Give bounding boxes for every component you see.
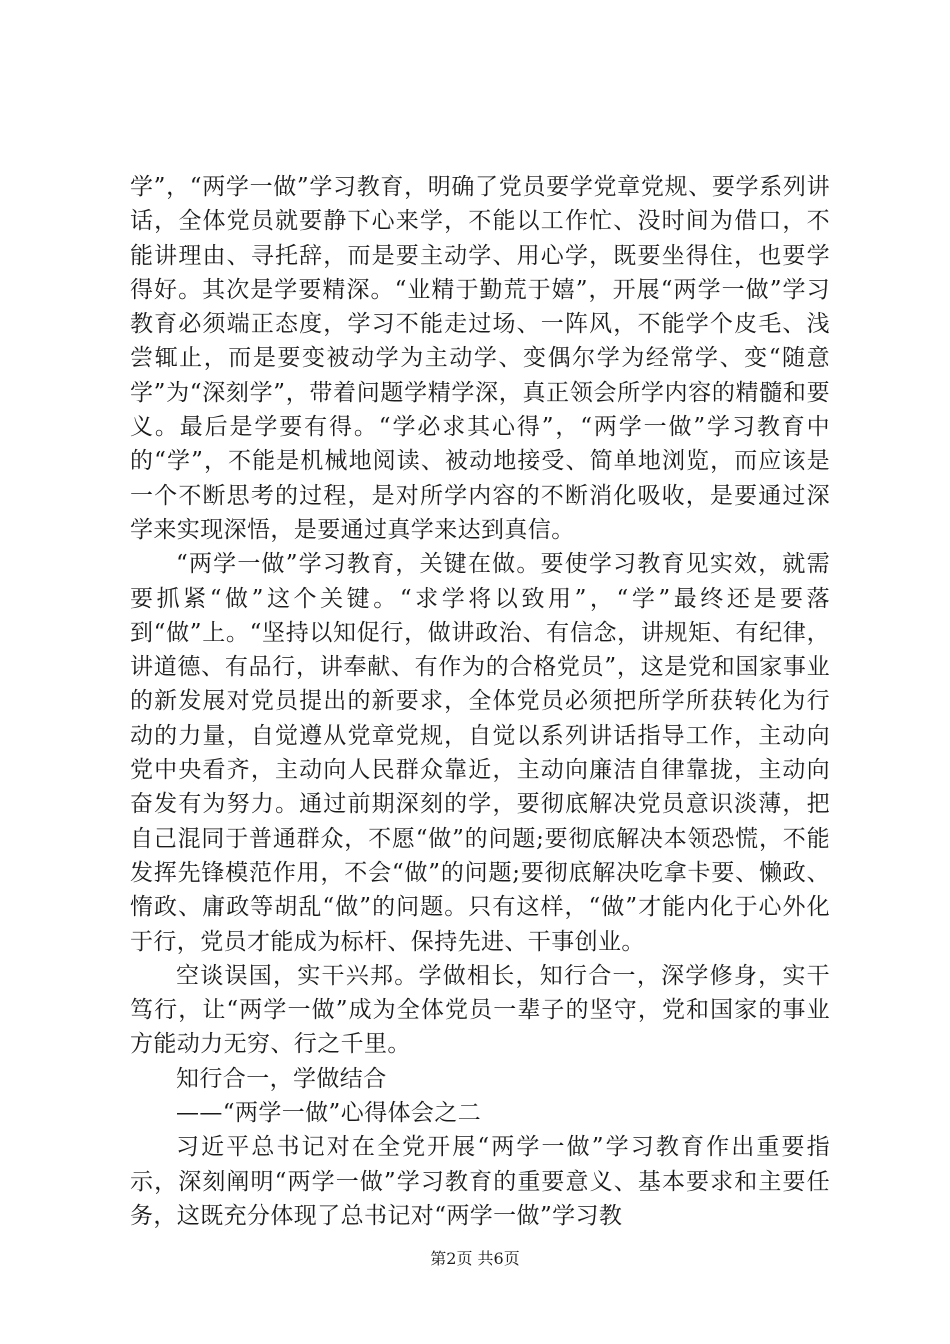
document-body [130,170,830,1233]
page-number: 第2页 共6页 [430,1249,520,1268]
section-subtitle: ——“两学一做”心得体会之二 [176,1100,482,1127]
paragraph: 习近平总书记对在全党开展“两学一做”学习教育作出重要指示，深刻阐明“两学一做”学习教育的重要意义、基本要求和主要任务，这既充分体现了总书记对“两学一做”学习教 [130,1134,830,1229]
section-title: 知行合一，学做结合 [176,1065,387,1092]
paragraph: 空谈误国，实干兴邦。学做相长，知行合一，深学修身，实干笃行，让“两学一做”成为全体党员一辈子的坚守，党和国家的事业方能动力无穷、行之千里。 [130,962,830,1058]
paragraph: “两学一做”学习教育，关键在做。要使学习教育见实效，就需要抓紧“做”这个关键。“求学将以致用”，“学”最终还是要落到“做”上。“坚持以知促行，做讲政治、有信念，讲规矩、有纪律，讲道德、有品行，讲奉献、有作为的合格党员”，这是党和国家事业的新发展对党员提出的新要求，全体党员必须把所学所获转化为行动的力量，自觉遵从党章党规，自觉以系列讲话指导工作，主动向党中央看齐，主动向人民群众靠近，主动向廉洁自律靠拢，主动向奋发有为努力。通过前期深刻的学，要彻底解决党员意识淡薄，把自己混同于普通群众，不愿“做”的问题;要彻底解决本领恐慌，不能发挥先锋模范作用，不会“做”的问题;要彻底解决吃拿卡要、懒政、惰政、庸政等胡乱“做”的问题。只有这样，“做”才能内化于心外化于行，党员才能成为标杆、保持先进、干事创业。 [130,551,830,955]
paragraph-continued: 学”，“两学一做”学习教育，明确了党员要学党章党规、要学系列讲话，全体党员就要静下心来学，不能以工作忙、没时间为借口，不能讲理由、寻托辞，而是要主动学、用心学，既要坐得住，也要学得好。其次是学要精深。“业精于勤荒于嬉”，开展“两学一做”学习教育必须端正态度，学习不能走过场、一阵风，不能学个皮毛、浅尝辄止，而是要变被动学为主动学、变偶尔学为经常学、变“随意学”为“深刻学”，带着问题学精学深，真正领会所学内容的精髓和要义。最后是学要有得。“学必求其心得”，“两学一做”学习教育中的“学”，不能是机械地阅读、被动地接受、简单地浏览，而应该是一个不断思考的过程，是对所学内容的不断消化吸收，是要通过深学来实现深悟，是要通过真学来达到真信。 [130,174,830,543]
